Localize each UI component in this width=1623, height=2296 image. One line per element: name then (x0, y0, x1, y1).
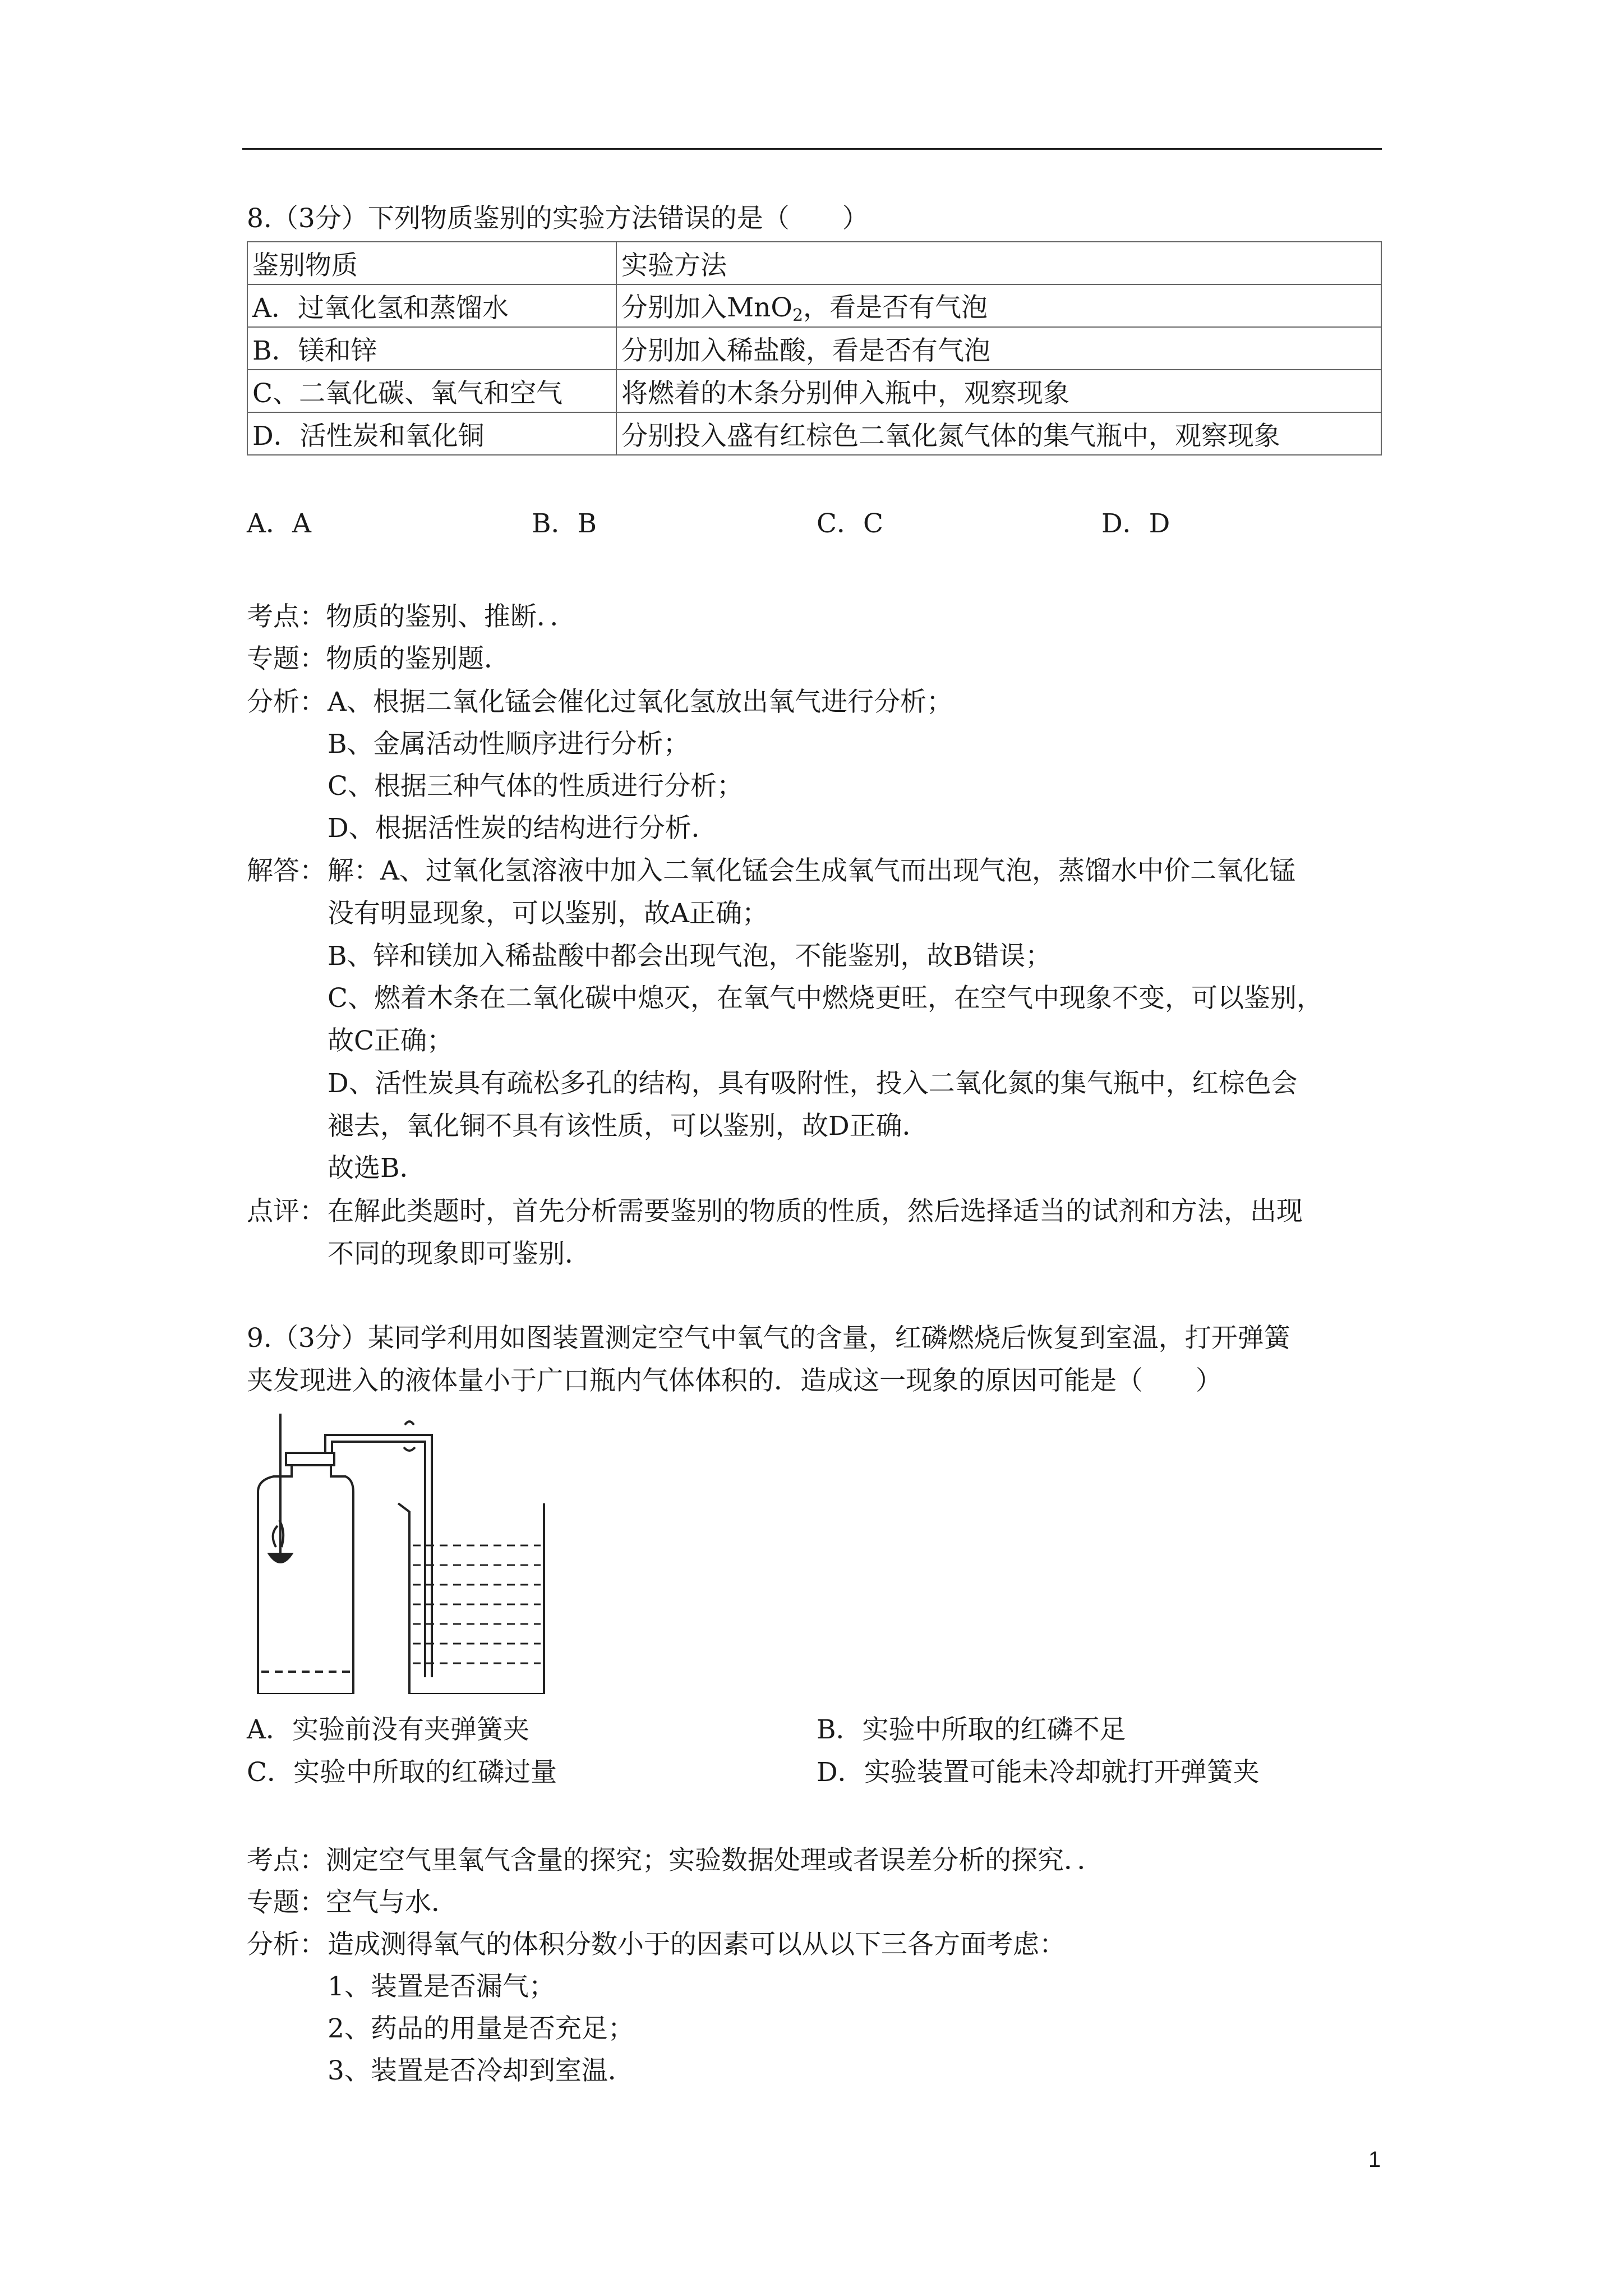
table-row (247, 242, 1381, 284)
q8-jieda-line: 故选B． (328, 1153, 426, 1184)
table-cell-text: ，看是否有气泡 (803, 292, 988, 323)
q8-jieda-line: C、燃着木条在二氧化碳中熄灭，在氧气中燃烧更旺，在空气中现象不变，可以鉴别， (328, 983, 1323, 1014)
table-cell: 分别投入盛有红棕色二氧化氮气体的集气瓶中，观察现象 (616, 412, 1381, 455)
q8-fenxi-line: D、根据活性炭的结构进行分析． (328, 813, 718, 844)
q9-kaodian: 考点：测定空气里氧气含量的探究；实验数据处理或者误差分析的探究．． (247, 1845, 1104, 1876)
q8-dianping-label: 点评： (247, 1196, 326, 1227)
q9-fenxi-line: 2、药品的用量是否充足； (328, 2013, 634, 2044)
q9-stem-line: 9.（3分）某同学利用如图装置测定空气中氧气的含量，红磷燃烧后恢复到室温，打开弹簧 (247, 1323, 1290, 1354)
q8-jieda-line: 褪去，氧化铜不具有该性质，可以鉴别，故D正确． (328, 1111, 929, 1142)
q9-option-b: B．实验中所取的红磷不足 (817, 1714, 1126, 1745)
oxygen-measurement-apparatus-figure (247, 1414, 594, 1694)
q9-zhuanti: 专题：空气与水． (247, 1887, 458, 1918)
q9-option-c: C．实验中所取的红磷过量 (247, 1757, 557, 1788)
q9-option-a: A．实验前没有夹弹簧夹 (247, 1714, 529, 1745)
q8-kaodian: 考点：物质的鉴别、推断．． (247, 601, 577, 632)
q9-fenxi-line: 1、装置是否漏气； (328, 1971, 555, 2002)
q8-jieda-line: 解：A、过氧化氢溶液中加入二氧化锰会生成氧气而出现气泡，蒸馏水中价二氧化锰 (328, 855, 1295, 886)
q8-jieda-line: 故C正确； (328, 1025, 453, 1056)
flame (273, 1520, 284, 1547)
connecting-tube (325, 1435, 432, 1677)
table-row (247, 327, 1381, 370)
q8-fenxi-line: B、金属活动性顺序进行分析； (328, 729, 690, 760)
beaker (398, 1503, 544, 1694)
q8-jieda-line: 没有明显现象，可以鉴别，故A正确； (328, 898, 768, 929)
subscript: 2 (792, 305, 804, 325)
q9-option-d: D．实验装置可能未冷却就打开弹簧夹 (817, 1757, 1260, 1788)
q9-fenxi-label: 分析： (247, 1929, 326, 1960)
table-cell-text: 分别加入MnO (621, 292, 792, 323)
q8-option-c: C．C (817, 508, 883, 539)
q8-stem: 8.（3分）下列物质鉴别的实验方法错误的是（ ） (247, 203, 869, 234)
q8-dianping-line: 不同的现象即可鉴别． (328, 1239, 591, 1269)
q8-zhuanti: 专题：物质的鉴别题． (247, 643, 510, 674)
q8-jieda-line: B、锌和镁加入稀盐酸中都会出现气泡，不能鉴别，故B错误； (328, 941, 1052, 972)
q8-option-a: A．A (247, 508, 311, 539)
table-row (247, 412, 1381, 455)
table-header: 鉴别物质 (247, 242, 616, 284)
table-cell: D．活性炭和氧化铜 (247, 412, 616, 455)
q8-jieda-label: 解答： (247, 855, 326, 886)
q8-fenxi-label: 分析： (247, 687, 326, 717)
q8-fenxi-line: C、根据三种气体的性质进行分析； (328, 771, 743, 802)
stopper (286, 1453, 334, 1465)
q8-table (247, 241, 1382, 455)
q8-option-d: D．D (1101, 508, 1170, 539)
q8-dianping-line: 在解此类题时，首先分析需要鉴别的物质的性质，然后选择适当的试剂和方法，出现 (328, 1196, 1303, 1227)
combustion-spoon (269, 1554, 292, 1562)
header-rule (242, 148, 1382, 150)
q9-fenxi-line: 造成测得氧气的体积分数小于的因素可以从以下三各方面考虑： (328, 1929, 1066, 1960)
table-header: 实验方法 (616, 242, 1381, 284)
table-cell: 将燃着的木条分别伸入瓶中，观察现象 (616, 370, 1381, 412)
page-number: 1 (1368, 2147, 1381, 2172)
q8-fenxi-line: A、根据二氧化锰会催化过氧化氢放出氧气进行分析； (328, 687, 953, 717)
table-cell: B．镁和锌 (247, 327, 616, 370)
wide-mouth-bottle (258, 1462, 353, 1694)
table-row (247, 370, 1381, 412)
table-cell: 分别加入稀盐酸，看是否有气泡 (616, 327, 1381, 370)
q9-fenxi-line: 3、装置是否冷却到室温． (328, 2055, 634, 2086)
table-cell: C、二氧化碳、氧气和空气 (247, 370, 616, 412)
q8-jieda-line: D、活性炭具有疏松多孔的结构，具有吸附性，投入二氧化氮的集气瓶中，红棕色会 (328, 1068, 1298, 1099)
table-cell: A．过氧化氢和蒸馏水 (247, 284, 616, 327)
q9-stem-line: 夹发现进入的液体量小于广口瓶内气体体积的．造成这一现象的原因可能是（ ） (247, 1365, 1222, 1396)
q8-option-b: B．B (532, 508, 597, 539)
table-row (247, 284, 1381, 327)
table-cell (616, 284, 1381, 327)
